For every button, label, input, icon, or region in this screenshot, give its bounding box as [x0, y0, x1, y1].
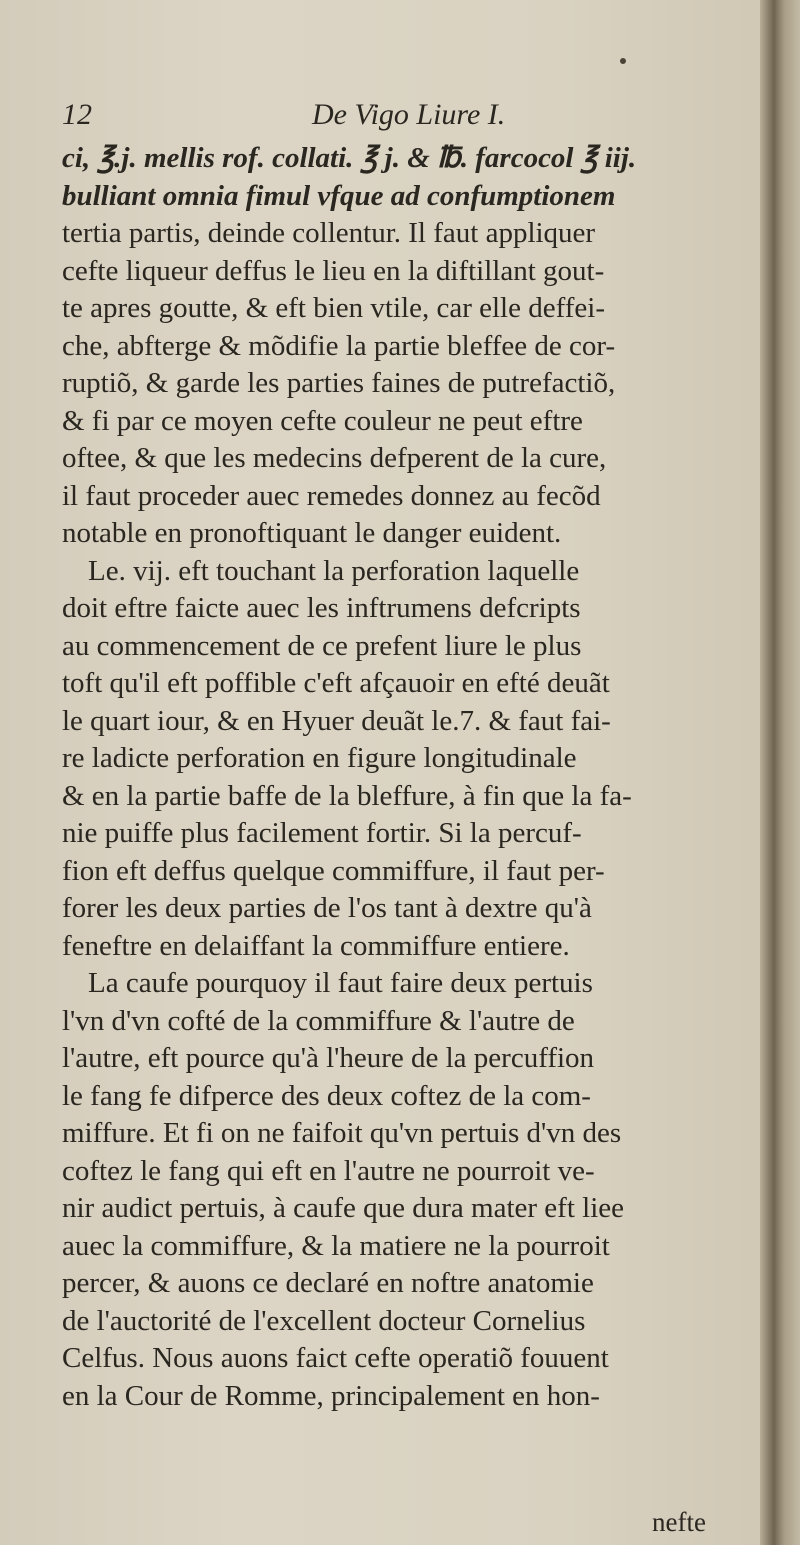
text-line: Le. vij. eft touchant la perforation laquelle: [88, 554, 580, 587]
text-line: La caufe pourquoy il faut faire deux pertuis: [88, 967, 593, 999]
text-line: cefte liqueur deffus le lieu en la diftillant gout-: [62, 254, 605, 287]
text-line: forer les deux parties de l'os tant à dextre qu'à: [62, 892, 592, 924]
text-line: nie puiffe plus facilement fortir. Si la percuf-: [62, 817, 582, 849]
page-header: [62, 98, 742, 138]
text-line: feneftre en delaiffant la commiffure entiere.: [62, 929, 570, 962]
catchword: nefte: [652, 1507, 706, 1537]
text-line: Celfus. Nous auons faict cefte operatiõ fouuent: [62, 1342, 609, 1374]
text-line: doit eftre faicte auec les inftrumens defcripts: [62, 592, 581, 624]
page-number: 12: [62, 98, 92, 131]
text-line: en la Cour de Romme, principalement en hon-: [62, 1379, 600, 1412]
text-line: ruptiõ, & garde les parties faines de putrefactiõ,: [62, 367, 616, 399]
text-line: nir audict pertuis, à caufe que dura mater eft liee: [62, 1192, 625, 1224]
text-line: il faut proceder auec remedes donnez au fecõd: [62, 479, 601, 512]
text-line: de l'auctorité de l'excellent docteur Cornelius: [62, 1304, 586, 1337]
text-line: toft qu'il eft poffible c'eft afçauoir en efté deuãt: [62, 667, 610, 699]
text-line: re ladicte perforation en figure longitudinale: [62, 742, 577, 774]
text-line: che, abfterge & mõdifie la partie bleffee de cor-: [62, 329, 616, 362]
text-line: tertia partis, deinde collentur. Il faut appliquer: [62, 217, 596, 249]
text-line: coftez le fang qui eft en l'autre ne pourroit ve-: [62, 1154, 595, 1187]
text-line: percer, & auons ce declaré en noftre anatomie: [62, 1267, 594, 1299]
text-line: miffure. Et fi on ne faifoit qu'vn pertuis d'vn des: [62, 1117, 622, 1149]
text-line: auec la commiffure, & la matiere ne la pourroit: [62, 1229, 610, 1262]
text-line: notable en pronoftiquant le danger euident.: [62, 517, 562, 549]
text-line: te apres goutte, & eft bien vtile, car elle deffei-: [62, 292, 605, 324]
text-line: oftee, & que les medecins defperent de la cure,: [62, 442, 607, 474]
text-line: & fi par ce moyen cefte couleur ne peut eftre: [62, 404, 583, 437]
text-line: le fang fe difperce des deux coftez de la com-: [62, 1079, 591, 1112]
text-line: au commencement de ce prefent liure le plus: [62, 629, 582, 662]
running-title: De Vigo Liure I.: [312, 98, 506, 131]
ink-spot: [620, 58, 626, 64]
text-line: le quart iour, & en Hyuer deuãt le.7. & faut fai-: [62, 704, 611, 737]
text-line: l'vn d'vn cofté de la commiffure & l'autre de: [62, 1004, 575, 1037]
text-line: bulliant omnia fimul vfque ad confumptionem: [62, 179, 616, 212]
text-line: l'autre, eft pource qu'à l'heure de la percuffion: [62, 1042, 595, 1074]
text-block: [62, 140, 752, 1415]
page-gutter: [760, 0, 800, 1545]
text-line: ci, ℥.j. mellis rof. collati. ℥ j. & ℔. farcocol ℥ iij.: [62, 142, 637, 174]
text-line: & en la partie baffe de la bleffure, à fin que la fa-: [62, 779, 632, 812]
text-line: fion eft deffus quelque commiffure, il faut per-: [62, 854, 605, 887]
